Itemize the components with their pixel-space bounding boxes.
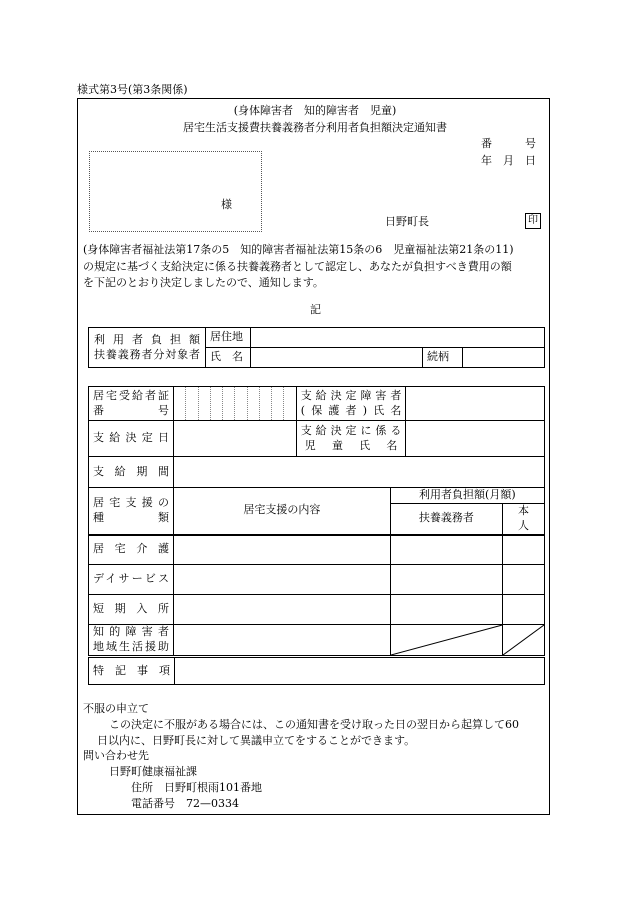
name-label: 氏 名 <box>206 348 251 368</box>
service-content-header: 居宅支援の内容 <box>174 488 391 535</box>
service-row-day-service: デイサービス <box>89 565 174 595</box>
notes-value <box>175 658 545 685</box>
notes-table <box>88 657 545 685</box>
number-label: 番 号 <box>481 137 536 150</box>
self-cell <box>503 565 545 595</box>
body-line-2: の規定に基づく支給決定に係る扶養義務者として認定し、あなたが負担すべき費用の額 <box>83 260 512 273</box>
issuer: 日野町長 <box>385 215 429 228</box>
content-cell <box>174 535 391 565</box>
decision-date-value <box>174 421 297 457</box>
contact-title: 問い合わせ先 <box>83 749 149 762</box>
content-cell <box>174 625 391 656</box>
decision-table <box>88 386 551 656</box>
address-label: 居住地 <box>206 328 251 348</box>
guardian-name-label: 支給決定障害者 (保護者)氏名 <box>296 387 406 421</box>
obligor-cell-struck <box>390 625 502 656</box>
date-label: 年 月 日 <box>481 154 536 167</box>
decision-date-label: 支給決定日 <box>89 421 174 457</box>
self-cell <box>503 535 545 565</box>
contact-phone: 電話番号 72—0334 <box>131 797 239 810</box>
body-line-3: を下記のとおり決定しましたので、通知します。 <box>83 276 324 289</box>
child-name-label: 支給決定に係る 児童氏名 <box>296 421 406 457</box>
service-row-group-home: 知的障害者 地域生活援助 <box>89 625 174 656</box>
ki-heading: 記 <box>310 303 321 316</box>
target-label: 利用者負担額 扶養義務者分対象者 <box>89 328 206 368</box>
target-person-table <box>88 327 545 368</box>
content-cell <box>174 565 391 595</box>
content-cell <box>174 595 391 625</box>
relation-value <box>463 348 545 368</box>
obligor-cell <box>390 565 502 595</box>
addressee-suffix: 様 <box>221 198 232 211</box>
self-header: 本 人 <box>503 503 545 534</box>
self-cell <box>503 595 545 625</box>
address-value <box>251 328 545 348</box>
diagonal-strike <box>503 625 544 655</box>
relation-label: 続柄 <box>423 348 463 368</box>
notes-label: 特記事項 <box>89 658 175 685</box>
seal-mark: 印 <box>525 213 541 229</box>
contact-address: 住所 日野町根雨101番地 <box>131 781 262 794</box>
title-line-1: (身体障害者 知的障害者 児童) <box>233 104 397 117</box>
appeal-title: 不服の申立て <box>83 702 149 715</box>
appeal-line-2: 日以内に、日野町長に対して異議申立てをすることができます。 <box>97 734 416 747</box>
addressee-box <box>89 151 262 232</box>
service-row-home-care: 居宅介護 <box>89 535 174 565</box>
obligor-header: 扶養義務者 <box>390 503 502 534</box>
body-line-1: (身体障害者福祉法第17条の5 知的障害者福祉法第15条の6 児童福祉法第21条の11) <box>83 243 514 256</box>
appeal-line-1: この決定に不服がある場合には、この通知書を受け取った日の翌日から起算して60 <box>109 718 519 731</box>
guardian-name-value <box>406 387 545 421</box>
period-value <box>174 457 545 488</box>
diagonal-strike <box>391 625 502 655</box>
cert-number-label: 居宅受給者証 番 号 <box>89 387 174 421</box>
service-kind-header: 居宅支援の 種 類 <box>89 488 174 535</box>
title-line-2: 居宅生活支援費扶養義務者分利用者負担額決定通知書 <box>183 121 447 134</box>
period-label: 支給期間 <box>89 457 174 488</box>
obligor-cell <box>390 595 502 625</box>
name-value <box>251 348 423 368</box>
contact-department: 日野町健康福祉課 <box>109 765 197 778</box>
form-number: 様式第3号(第3条関係) <box>77 83 188 96</box>
obligor-cell <box>390 535 502 565</box>
burden-header: 利用者負担額(月額) <box>390 488 544 504</box>
service-row-short-stay: 短期入所 <box>89 595 174 625</box>
self-cell-struck <box>503 625 545 656</box>
child-name-value <box>406 421 545 457</box>
cert-number-boxes <box>174 387 297 421</box>
